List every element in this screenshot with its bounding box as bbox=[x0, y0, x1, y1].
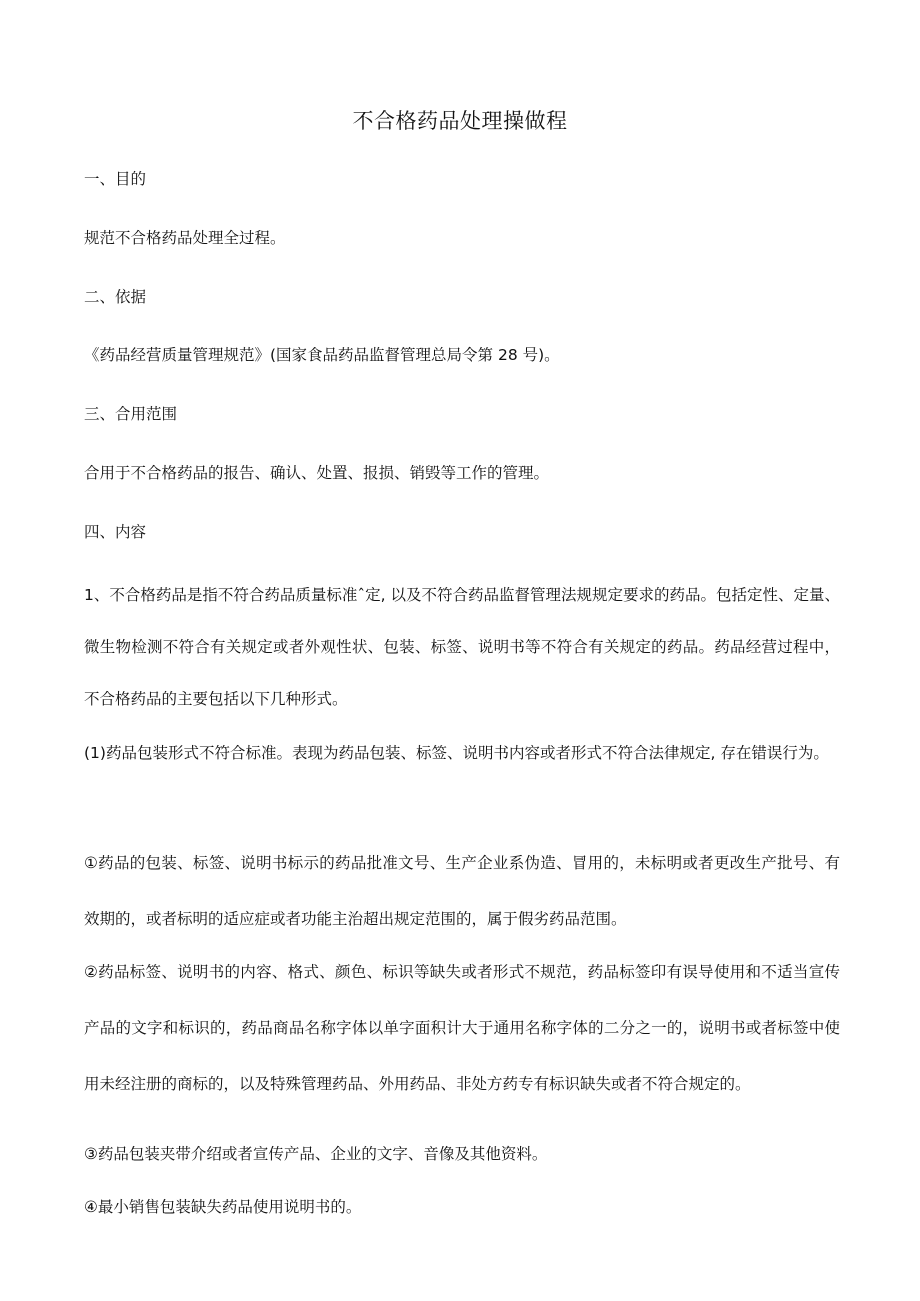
section-heading-purpose: 一、目的 bbox=[84, 170, 147, 188]
content-paragraph-packaging: (1)药品包装形式不符合标准。表现为药品包装、标签、说明书内容或者形式不符合法律规定, 存在错误行为。 bbox=[84, 744, 829, 762]
document-title: 不合格药品处理操做程 bbox=[352, 109, 568, 133]
section-body-purpose: 规范不合格药品处理全过程。 bbox=[84, 229, 286, 247]
section-heading-scope: 三、合用范围 bbox=[84, 405, 178, 423]
content-item-4: ④最小销售包装缺失药品使用说明书的。 bbox=[84, 1198, 362, 1216]
content-item-2: ②药品标签、说明书的内容、格式、颜色、标识等缺失或者形式不规范，药品标签印有误导使用和不适当宣传产品的文字和标识的，药品商品名称字体以单字面积计大于通用名称字体的二分之一的，说明书或者标签中使用未经注册的商标的，以及特殊管理药品、外用药品、非处方药专有标识缺失或者不符合规定的。 bbox=[84, 963, 840, 1093]
section-body-basis: 《药品经营质量管理规范》(国家食品药品监督管理总局令第 28 号)。 bbox=[84, 346, 560, 364]
section-heading-content: 四、内容 bbox=[84, 523, 147, 541]
content-item-3: ③药品包装夹带介绍或者宣传产品、企业的文字、音像及其他资料。 bbox=[84, 1145, 548, 1163]
content-item-1: ①药品的包装、标签、说明书标示的药品批准文号、生产企业系伪造、冒用的，未标明或者更改生产批号、有效期的，或者标明的适应症或者功能主治超出规定范围的，属于假劣药品范围。 bbox=[84, 854, 840, 928]
section-heading-basis: 二、依据 bbox=[84, 288, 147, 306]
section-body-scope: 合用于不合格药品的报告、确认、处置、报损、销毁等工作的管理。 bbox=[84, 464, 550, 482]
content-paragraph-definition: 1、不合格药品是指不符合药品质量标准ˆ定, 以及不符合药品监督管理法规规定要求的药品。包括定性、定量、微生物检测不符合有关规定或者外观性状、包装、标签、说明书等不符合有关规定的药品。药品经营过程中，不合格药品的主要包括以下几种形式。 bbox=[84, 586, 840, 708]
